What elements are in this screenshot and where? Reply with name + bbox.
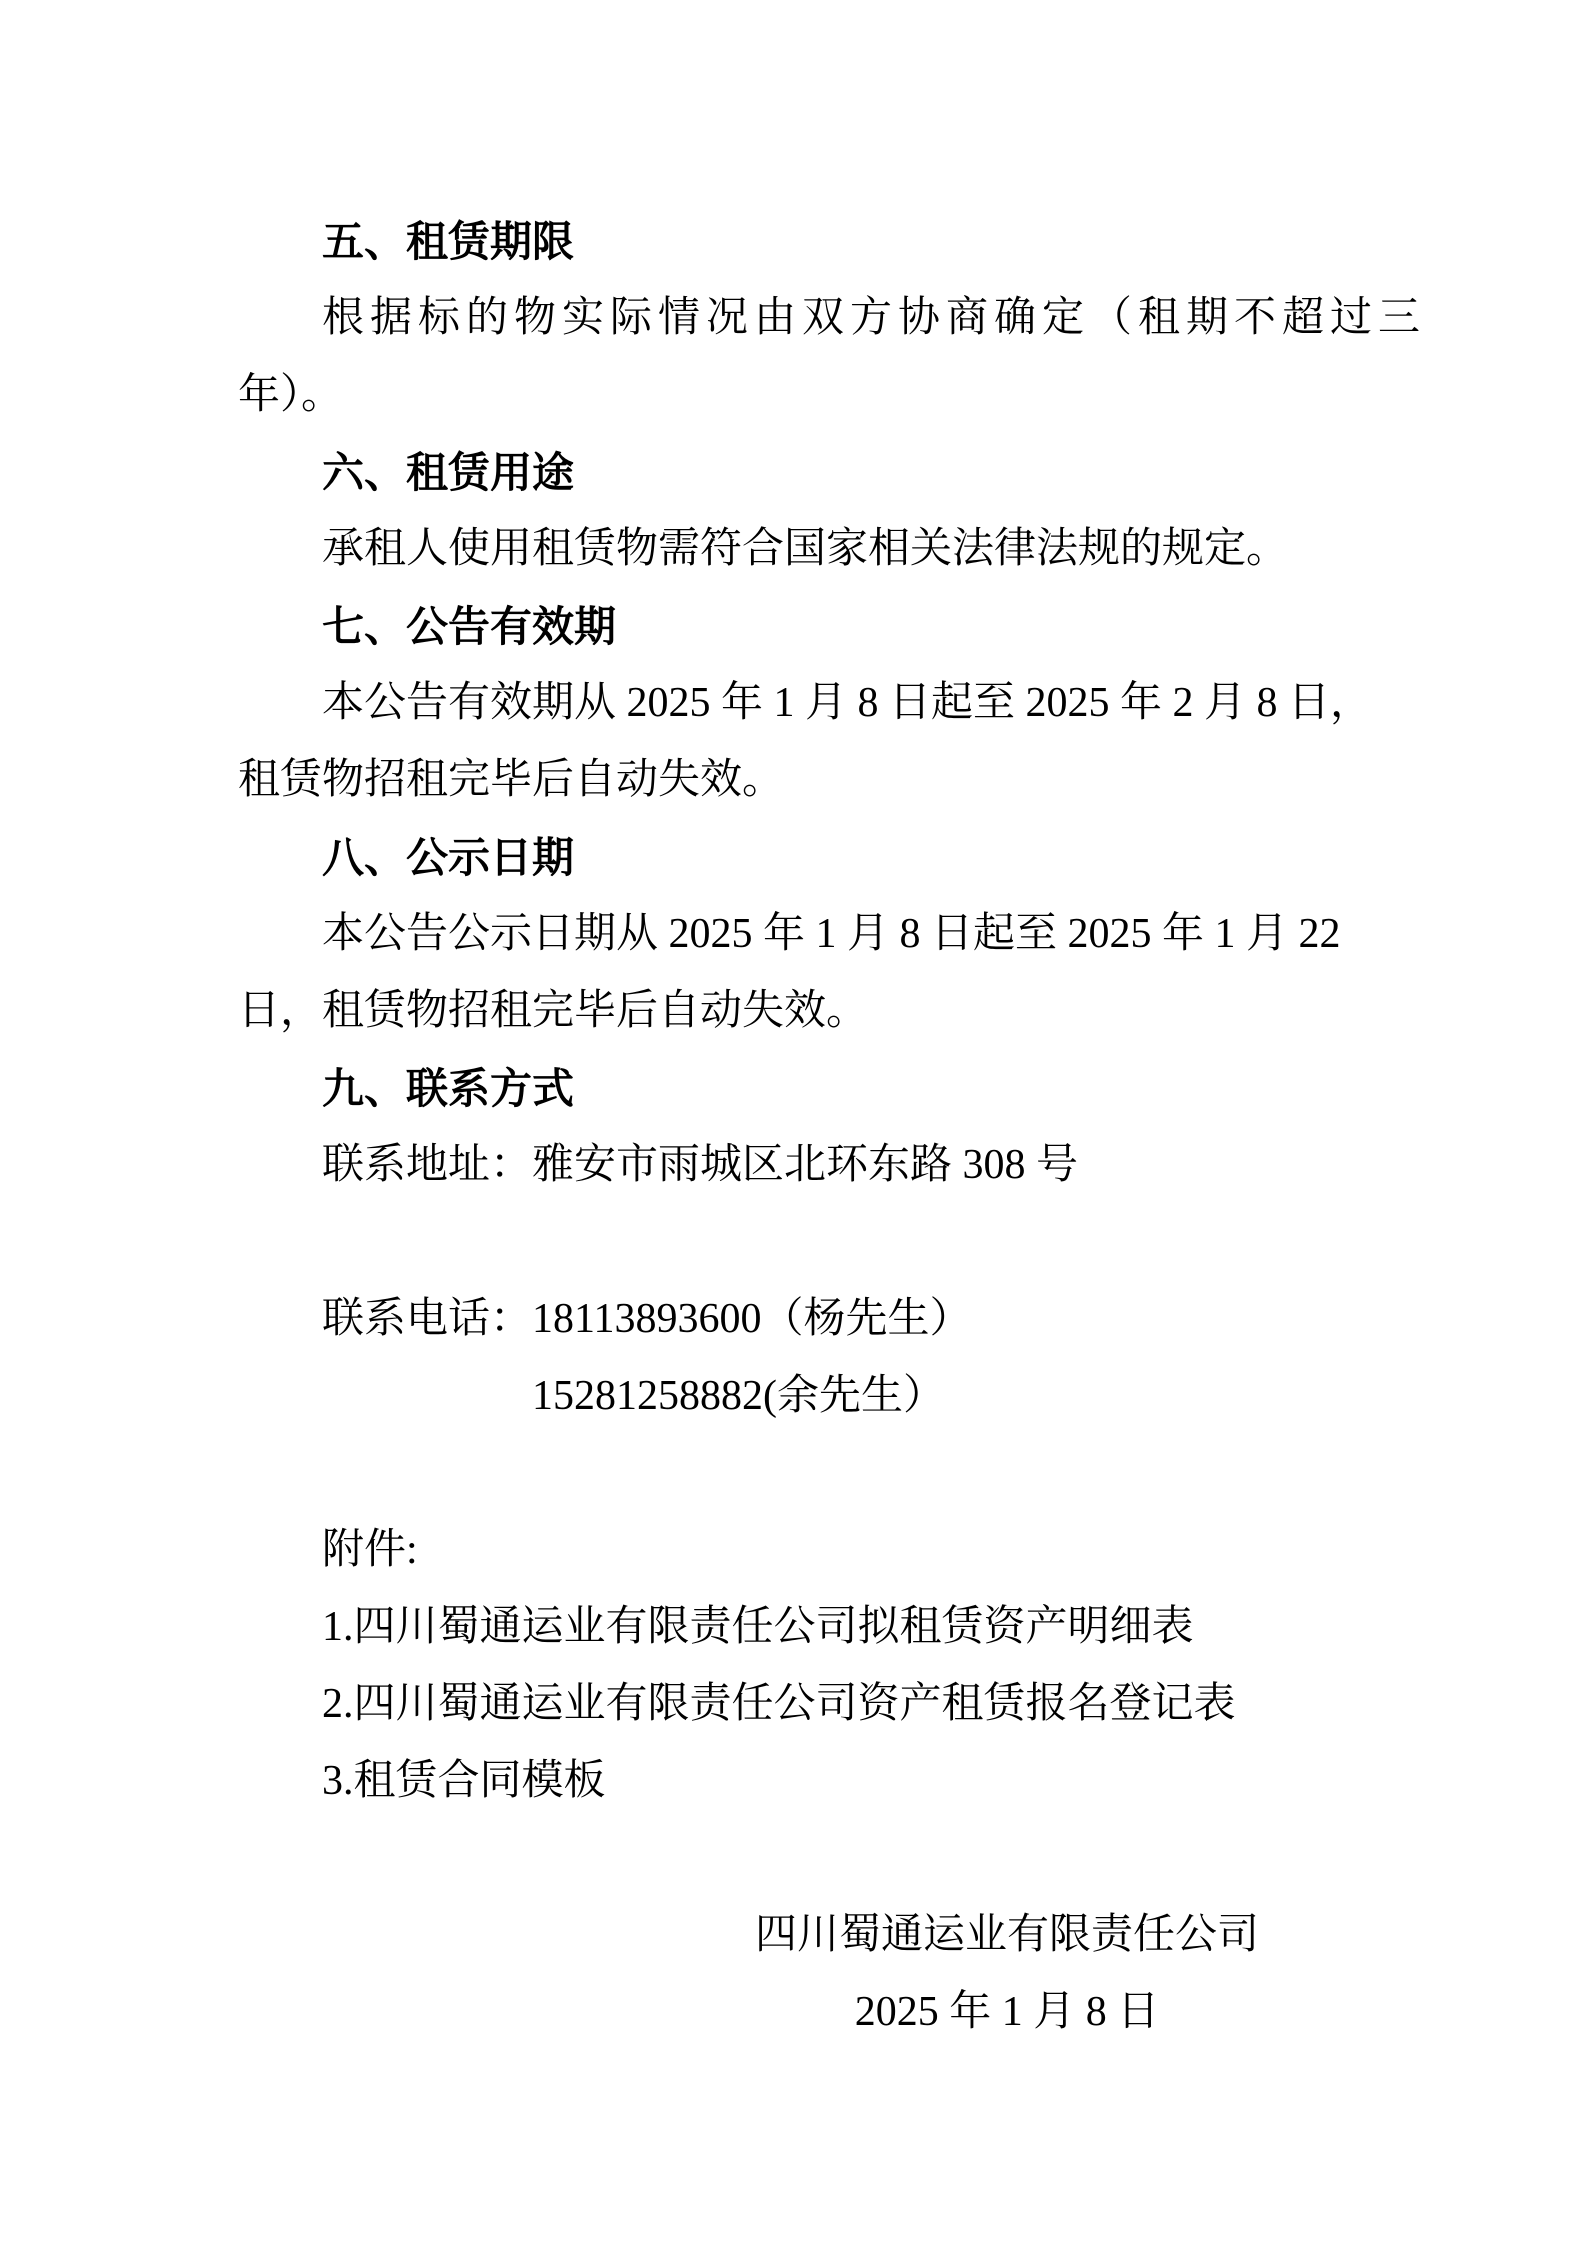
section-heading: 九、联系方式 — [322, 1065, 575, 1112]
paragraph-line: 租赁物招租完毕后自动失效。 — [238, 757, 785, 803]
paragraph-line: 日，租赁物招租完毕后自动失效。 — [238, 988, 869, 1034]
paragraph-line: 根据标的物实际情况由双方协商确定（租期不超过三 — [322, 295, 1427, 341]
paragraph-line: 联系电话：18113893600（杨先生） — [322, 1296, 972, 1342]
section-heading: 八、公示日期 — [322, 834, 575, 881]
blank-line — [238, 1820, 1349, 1897]
paragraph-line: 3.租赁合同模板 — [322, 1758, 606, 1804]
paragraph-line: 附件: — [322, 1527, 418, 1573]
blank-line — [238, 1435, 1349, 1512]
signature-block — [697, 1897, 1317, 2051]
paragraph-line: 本公告有效期从 2025 年 1 月 8 日起至 2025 年 2 月 8 日， — [322, 680, 1373, 726]
document-body — [238, 203, 1427, 1897]
paragraph-line: 年）。 — [238, 372, 344, 418]
blank-line — [238, 1204, 1349, 1281]
section-heading: 七、公告有效期 — [322, 603, 617, 650]
paragraph-line: 承租人使用租赁物需符合国家相关法律法规的规定。 — [322, 526, 1289, 572]
paragraph-line: 1.四川蜀通运业有限责任公司拟租赁资产明细表 — [322, 1604, 1194, 1650]
signature-date: 2025 年 1 月 8 日 — [854, 1989, 1160, 2035]
signature-company: 四川蜀通运业有限责任公司 — [754, 1912, 1259, 1958]
section-heading: 五、租赁期限 — [322, 218, 575, 265]
paragraph-line: 15281258882(余先生） — [532, 1373, 945, 1419]
paragraph-line: 本公告公示日期从 2025 年 1 月 8 日起至 2025 年 1 月 22 — [322, 911, 1341, 957]
section-heading: 六、租赁用途 — [322, 449, 575, 496]
paragraph-line: 2.四川蜀通运业有限责任公司资产租赁报名登记表 — [322, 1681, 1236, 1727]
paragraph-line: 联系地址：雅安市雨城区北环东路 308 号 — [322, 1142, 1079, 1188]
